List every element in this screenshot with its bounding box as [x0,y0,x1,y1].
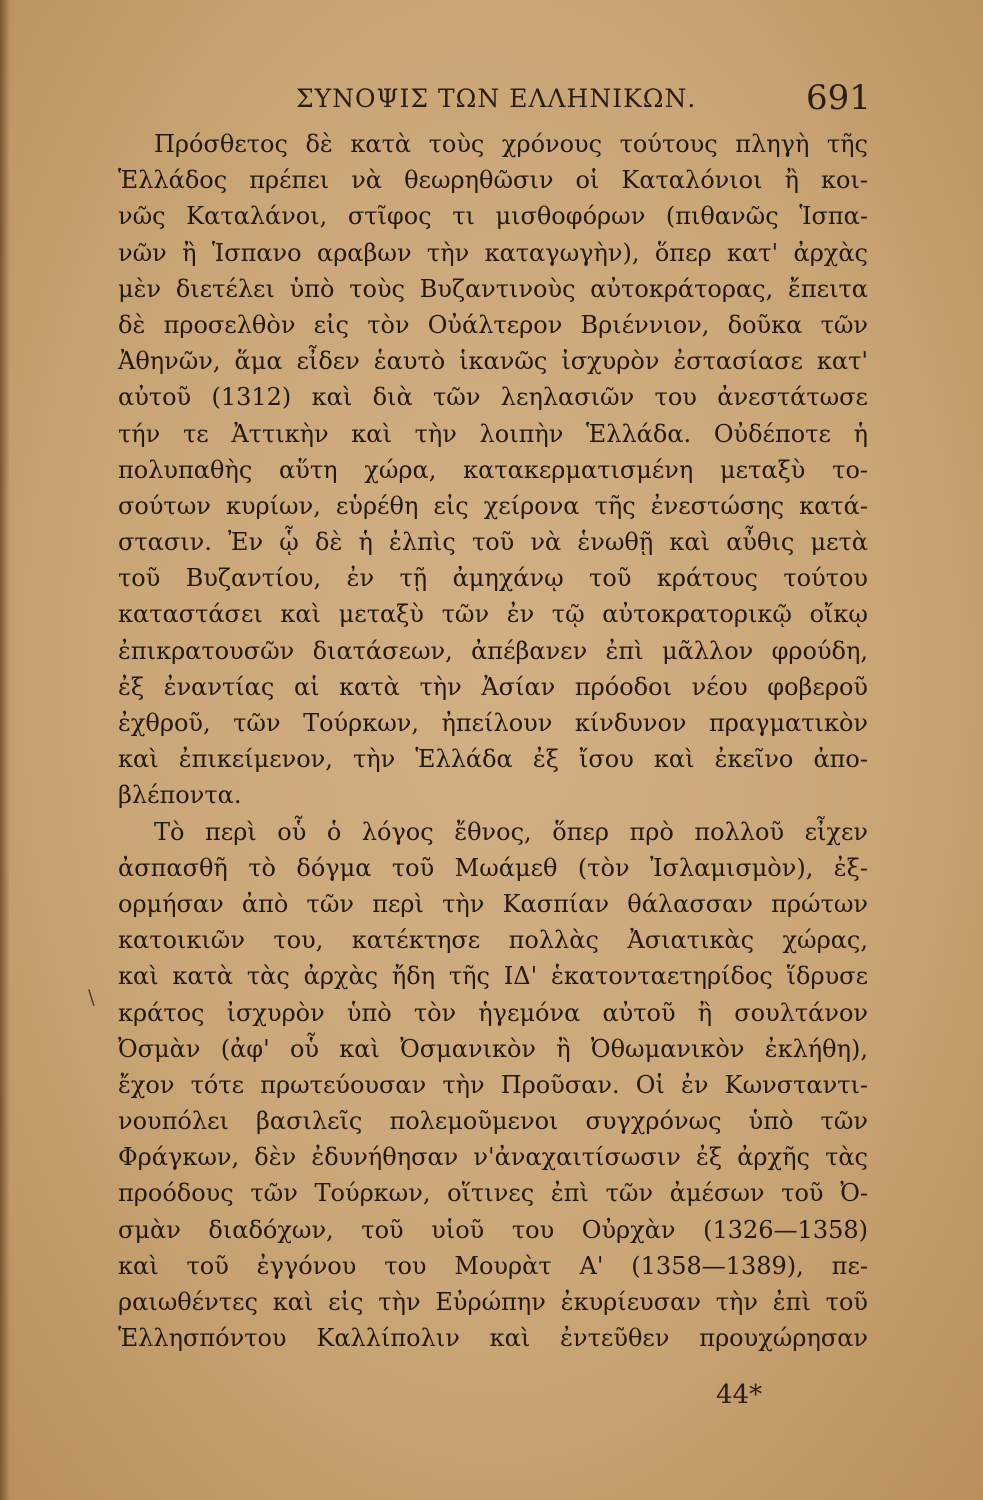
text-line: Ὀσμὰν (ἀφ' οὗ καὶ Ὀσμανικὸν ἢ Ὀθωμανικὸν ἐκλήθη), [118,1034,868,1063]
signature-mark: 44* [716,1380,763,1410]
text-line: ἐξ ἐναντίας αἱ κατὰ τὴν Ἀσίαν πρόοδοι νέου φοβεροῦ [118,672,868,701]
text-line: σμὰν διαδόχων, τοῦ υἱοῦ του Οὐρχὰν (1326—1358) [118,1215,868,1244]
text-line: κατοικιῶν του, κατέκτησε πολλὰς Ἀσιατικὰς χώρας, [118,926,868,955]
text-line: ἐχθροῦ, τῶν Τούρκων, ἠπείλουν κίνδυνον πραγματικὸν [118,709,868,737]
text-line: Φράγκων, δὲν ἐδυνήθησαν ν'ἀναχαιτίσωσιν ἐξ ἀρχῆς τὰς [118,1143,868,1172]
page-edge-shadow [0,0,10,1500]
text-line: Ἀθηνῶν, ἅμα εἶδεν ἑαυτὸ ἱκανῶς ἰσχυρὸν ἐστασίασε κατ' [118,347,868,376]
text-line: ορμήσαν ἀπὸ τῶν περὶ τὴν Κασπίαν θάλασσαν πρώτων [118,889,868,918]
text-line: ἐπικρατουσῶν διατάσεων, ἀπέβανεν ἐπὶ μᾶλλον φρούδη, [118,636,868,665]
page-number: 691 [806,78,871,118]
body-text [118,126,868,1356]
text-line: ἔχον τότε πρωτεύουσαν τὴν Προῦσαν. Οἱ ἐν Κωνσταντι- [118,1070,868,1099]
margin-mark: \ [88,985,95,1009]
text-line: καὶ ἐπικείμενον, τὴν Ἑλλάδα ἐξ ἴσου καὶ ἐκεῖνο ἀπο- [118,745,868,774]
running-head: ΣΥΝΟΨΙΣ ΤΩΝ ΕΛΛΗΝΙΚΩΝ. [296,84,697,113]
text-line: δὲ προσελθὸν εἰς τὸν Οὐάλτερον Βριέννιον, δοῦκα τῶν [118,310,868,339]
text-line: Τὸ περὶ οὗ ὁ λόγος ἔθνος, ὅπερ πρὸ πολλοῦ εἶχεν [154,817,868,846]
text-line: νῶν ἢ Ἱσπανο αραβων τὴν καταγωγὴν), ὅπερ κατ' ἀρχὰς [118,238,868,267]
text-line: καὶ τοῦ ἐγγόνου του Μουρὰτ Α' (1358—1389), πε- [118,1251,868,1280]
text-line: νουπόλει βασιλεῖς πολεμοῦμενοι συγχρόνως ὑπὸ τῶν [118,1107,868,1136]
text-line: βλέποντα. [118,781,242,810]
text-line: ἀσπασθῆ τὸ δόγμα τοῦ Μωάμεθ (τὸν Ἰσλαμισμὸν), ἐξ- [118,853,868,882]
text-line: Πρόσθετος δὲ κατὰ τοὺς χρόνους τούτους πληγὴ τῆς [154,130,868,158]
text-line: σούτων κυρίων, εὑρέθη εἰς χείρονα τῆς ἐνεστώσης κατά- [118,491,868,520]
text-line: πολυπαθὴς αὕτη χώρα, κατακερματισμένη μεταξὺ το- [118,455,868,484]
text-line: νῶς Καταλάνοι, στῖφος τι μισθοφόρων (πιθανῶς Ἱσπα- [118,202,868,231]
text-line: αὐτοῦ (1312) καὶ διὰ τῶν λεηλασιῶν του ἀνεστάτωσε [118,383,868,412]
text-line: τοῦ Βυζαντίου, ἐν τῇ ἀμηχάνῳ τοῦ κράτους τούτου [118,564,868,593]
text-line: τήν τε Ἀττικὴν καὶ τὴν λοιπὴν Ἑλλάδα. Οὐδέποτε ἡ [118,419,868,448]
text-line: καταστάσει καὶ μεταξὺ τῶν ἐν τῷ αὐτοκρατορικῷ οἴκῳ [118,600,868,629]
text-line: κράτος ἰσχυρὸν ὑπὸ τὸν ἡγεμόνα αὐτοῦ ἢ σουλτάνον [118,998,868,1027]
text-line: καὶ κατὰ τὰς ἀρχὰς ἤδη τῆς ΙΔ' ἑκατονταετηρίδος ἵδρυσε [118,962,868,991]
text-line: μὲν διετέλει ὑπὸ τοὺς Βυζαντινοὺς αὐτοκράτορας, ἔπειτα [118,274,868,303]
text-line: ραιωθέντες καὶ εἰς τὴν Εὐρώπην ἐκυρίευσαν τὴν ἐπὶ τοῦ [118,1288,868,1316]
text-line: προόδους τῶν Τούρκων, οἵτινες ἐπὶ τῶν ἀμέσων τοῦ Ὀ- [118,1179,868,1208]
text-line: Ἑλλησπόντου Καλλίπολιν καὶ ἐντεῦθεν προυχώρησαν [118,1324,868,1353]
page-header [0,78,983,118]
text-line: στασιν. Ἐν ᾧ δὲ ἡ ἐλπὶς τοῦ νὰ ἑνωθῇ καὶ αὖθις μετὰ [118,528,868,557]
text-line: Ἑλλάδος πρέπει νὰ θεωρηθῶσιν οἱ Καταλόνιοι ἢ κοι- [118,166,868,195]
